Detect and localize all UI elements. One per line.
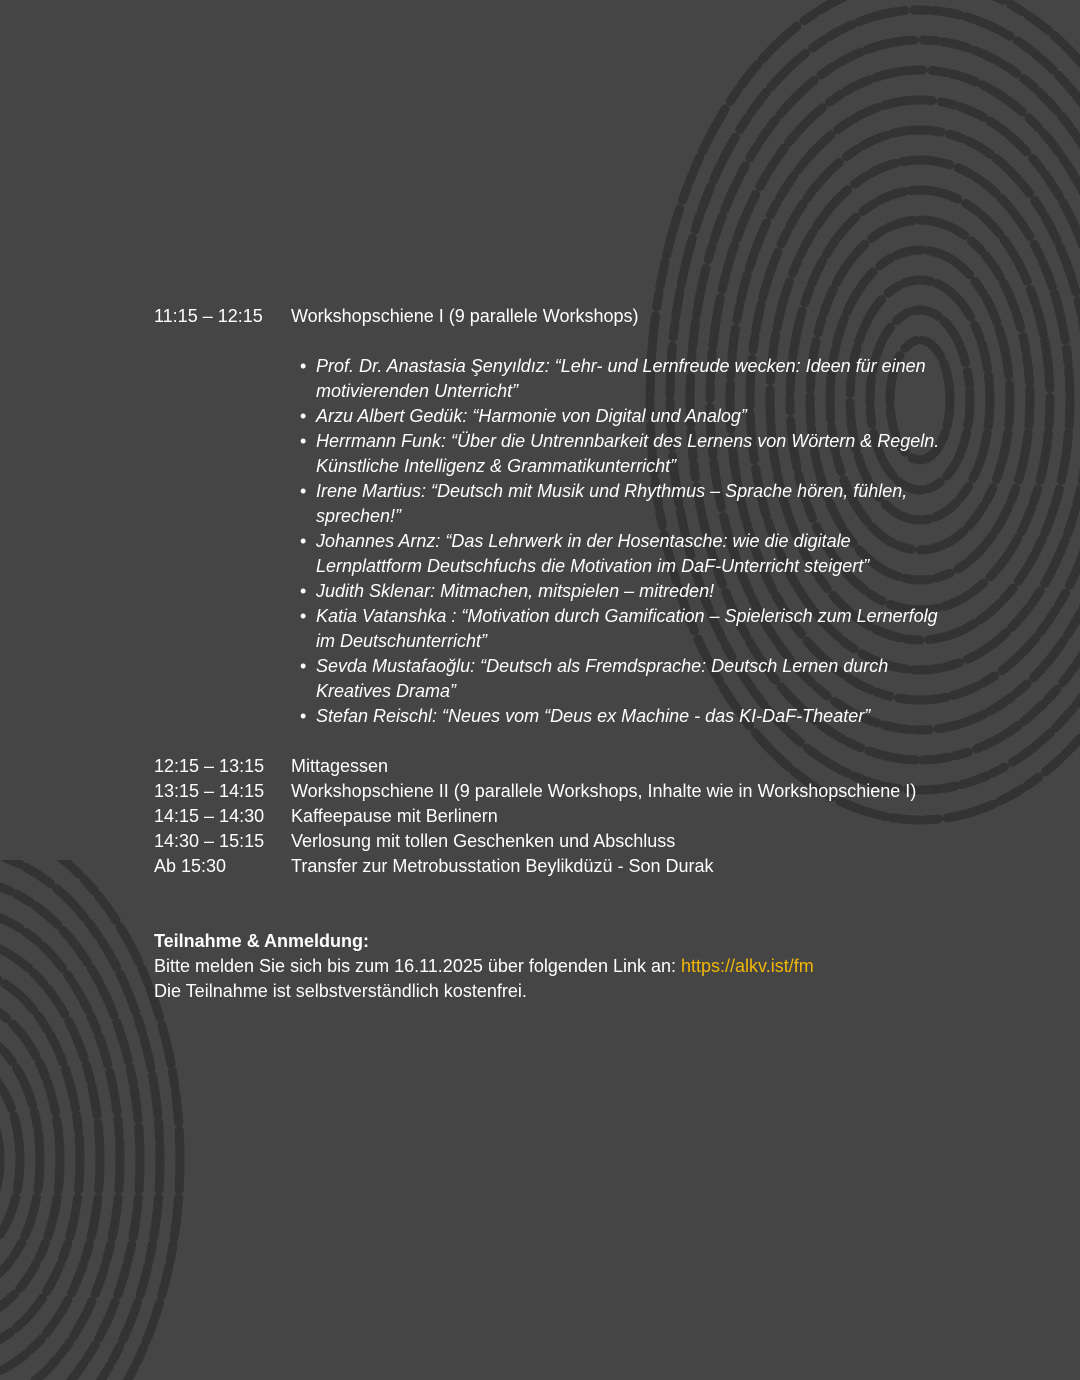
workshop-item: • Johannes Arnz: “Das Lehrwerk in der Hosentasche: wie die digitale Lernplattform Deutschfuchs die Motivation im DaF-Unterricht steigert” (300, 529, 944, 579)
registration-section (154, 929, 944, 1004)
schedule-row (154, 304, 944, 329)
schedule-row (154, 804, 944, 829)
schedule-title: Workshopschiene I (9 parallele Workshops) (291, 306, 639, 326)
workshop-item: • Arzu Albert Gedük: “Harmonie von Digital und Analog” (300, 404, 944, 429)
schedule-time: 13:15 – 14:15 (154, 781, 265, 801)
workshop-list (300, 354, 944, 729)
registration-text (154, 954, 944, 979)
registration-link[interactable]: https://alkv.ist/fm (681, 956, 814, 976)
schedule-title: Kaffeepause mit Berlinern (291, 806, 498, 826)
registration-prompt: Bitte melden Sie sich bis zum 16.11.2025 über folgenden Link an: (154, 956, 682, 976)
schedule-time: 14:30 – 15:15 (154, 831, 265, 851)
workshop-item: • Stefan Reischl: “Neues vom “Deus ex Machine - das KI-DaF-Theater” (300, 704, 944, 729)
schedule-title: Transfer zur Metrobusstation Beylikdüzü - Son Durak (291, 856, 714, 876)
workshop-item: • Irene Martius: “Deutsch mit Musik und Rhythmus – Sprache hören, fühlen, sprechen!” (300, 479, 944, 529)
schedule-title: Mittagessen (291, 756, 389, 776)
schedule-title: Workshopschiene II (9 parallele Workshops, Inhalte wie in Workshopschiene I) (291, 781, 917, 801)
workshop-item: • Sevda Mustafaoğlu: “Deutsch als Fremdsprache: Deutsch Lernen durch Kreatives Drama” (300, 654, 944, 704)
schedule-row (154, 829, 944, 854)
workshop-item: • Prof. Dr. Anastasia Şenyıldız: “Lehr- und Lernfreude wecken: Ideen für einen motivierenden Unterricht” (300, 354, 944, 404)
schedule-time: 11:15 – 12:15 (154, 306, 263, 326)
schedule-time: Ab 15:30 (154, 856, 227, 876)
schedule-row (154, 754, 944, 779)
registration-note: Die Teilnahme ist selbstverständlich kostenfrei. (154, 981, 527, 1001)
registration-heading: Teilnahme & Anmeldung: (154, 931, 370, 951)
workshop-item: • Herrmann Funk: “Über die Untrennbarkeit des Lernens von Wörtern & Regeln. Künstliche Intelligenz & Grammatikunterricht” (300, 429, 944, 479)
workshop-item: • Judith Sklenar: Mitmachen, mitspielen – mitreden! (300, 579, 944, 604)
schedule-row (154, 779, 944, 804)
program-schedule (154, 304, 944, 1004)
schedule-time: 14:15 – 14:30 (154, 806, 265, 826)
schedule-time: 12:15 – 13:15 (154, 756, 265, 776)
schedule-title: Verlosung mit tollen Geschenken und Abschluss (291, 831, 676, 851)
workshop-item: • Katia Vatanshka : “Motivation durch Gamification – Spielerisch zum Lernerfolg im Deutschunterricht” (300, 604, 944, 654)
schedule-row (154, 854, 944, 879)
